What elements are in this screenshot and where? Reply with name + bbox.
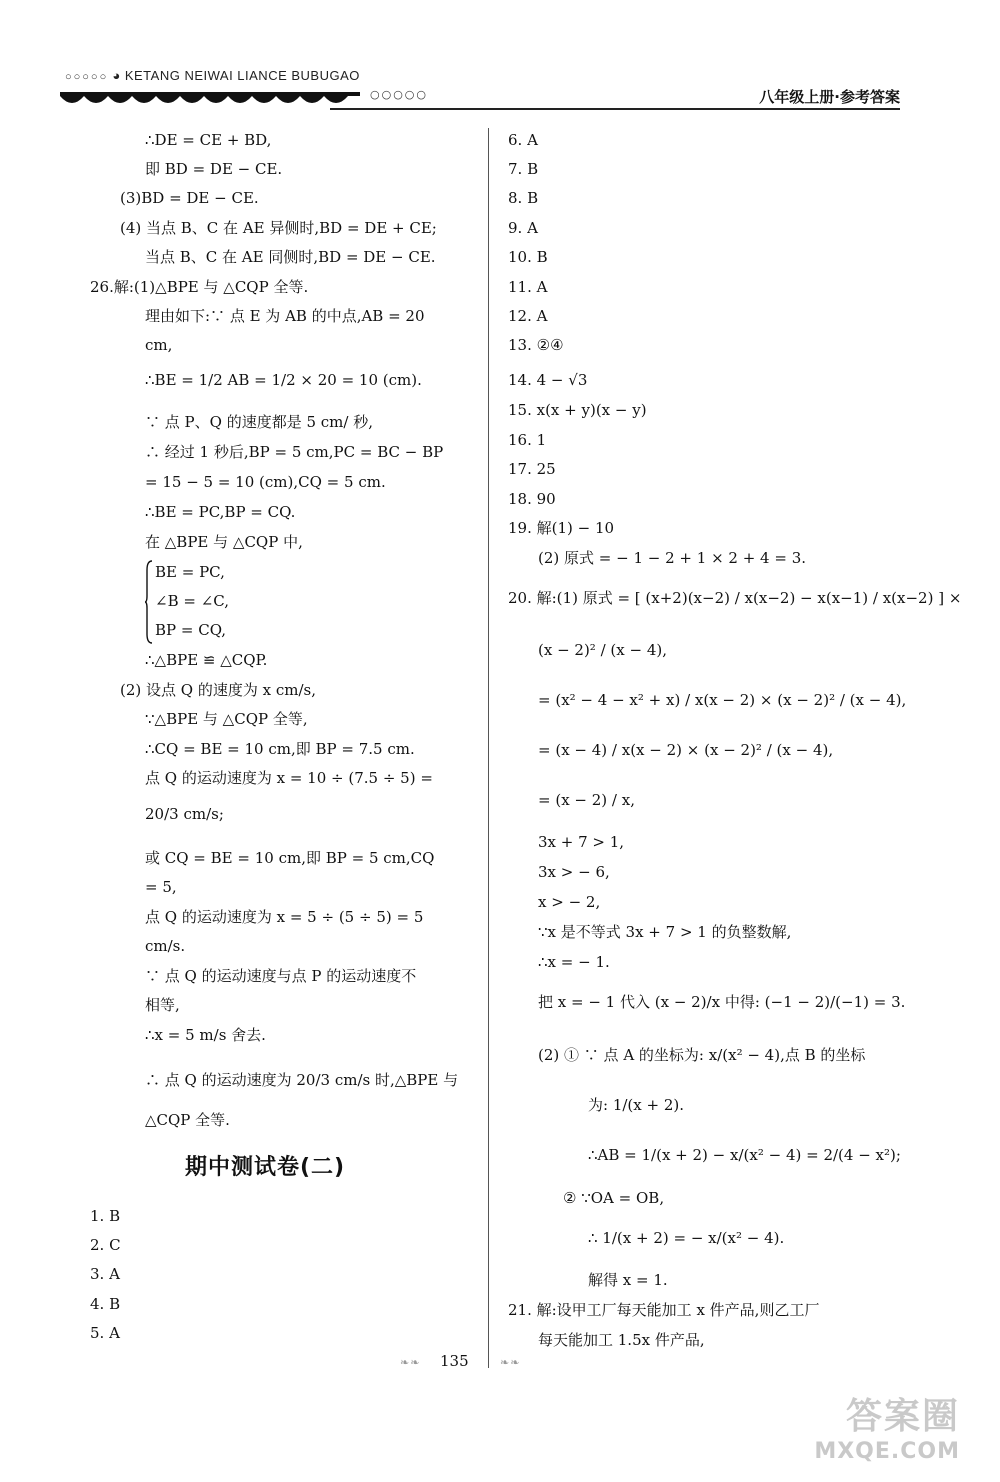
text-line: 点 Q 的运动速度为 x = 5 ÷ (5 ÷ 5) = 5 (145, 908, 424, 926)
text-line: (4) 当点 B、C 在 AE 异侧时,BD = DE + CE; (120, 219, 437, 237)
answer-line: 解得 x = 1. (588, 1271, 668, 1289)
answer-line: 18. 90 (508, 490, 556, 508)
text-line: = 5, (145, 878, 177, 896)
answer-line: ∴ 1/(x + 2) = − x/(x² − 4). (588, 1229, 785, 1247)
answer-line: (2) ① ∵ 点 A 的坐标为: x/(x² − 4),点 B 的坐标 (538, 1046, 866, 1064)
page-number: 135 (440, 1352, 469, 1370)
text-line: ∵△BPE 与 △CQP 全等, (145, 710, 308, 728)
header-dots-left: ○○○○○ (65, 71, 109, 83)
text-line: 点 Q 的运动速度为 x = 10 ÷ (7.5 ÷ 5) = (145, 769, 433, 787)
question-26: 26.解:(1)△BPE 与 △CQP 全等. (90, 278, 309, 296)
answer-line: 17. 25 (508, 460, 556, 478)
watermark-line1: 答案圈 (845, 1396, 960, 1437)
text-line: 在 △BPE 与 △CQP 中, (145, 533, 303, 551)
text-line: ∴CQ = BE = 10 cm,即 BP = 7.5 cm. (145, 740, 415, 758)
answer-line: 8. B (508, 189, 539, 207)
text-line: 相等, (145, 996, 180, 1014)
answer-line: 6. A (508, 131, 538, 149)
text-line: cm, (145, 336, 173, 354)
answer-line: 16. 1 (508, 431, 547, 449)
series-title (65, 68, 360, 83)
text-line: (2) 设点 Q 的速度为 x cm/s, (120, 681, 316, 699)
answer-line: 为: 1/(x + 2). (588, 1096, 684, 1114)
text-line: ∴x = 5 m/s 舍去. (145, 1026, 266, 1044)
column-divider (488, 128, 489, 1368)
text-line: ∵ 点 P、Q 的速度都是 5 cm/ 秒, (145, 413, 373, 431)
answer-line: 11. A (508, 278, 548, 296)
header-rule (330, 108, 900, 110)
answer-line: = (x² − 4 − x² + x) / x(x − 2) × (x − 2)² / (x − 4), (538, 691, 907, 709)
section-title: 期中测试卷(二) (185, 1155, 346, 1180)
answer-line: 15. x(x + y)(x − y) (508, 401, 647, 419)
text-line: = 15 − 5 = 10 (cm),CQ = 5 cm. (145, 473, 386, 491)
answer-line: ② ∵OA = OB, (563, 1189, 665, 1207)
text-line: ∴ 经过 1 秒后,BP = 5 cm,PC = BC − BP (145, 443, 444, 461)
text-line: ∵ 点 Q 的运动速度与点 P 的运动速度不 (145, 967, 417, 985)
answer-line: 10. B (508, 248, 548, 266)
answer-line: 9. A (508, 219, 538, 237)
text-line: 或 CQ = BE = 10 cm,即 BP = 5 cm,CQ (145, 849, 435, 867)
text-line: BP = CQ, (155, 621, 227, 639)
text-line: ∴BE = PC,BP = CQ. (145, 503, 296, 521)
grade-label: 八年级上册·参考答案 (759, 88, 900, 106)
mc-answer: 2. C (90, 1236, 121, 1254)
page-ornament-left-icon: ❧❧ (400, 1356, 421, 1369)
header-dots-right: ○○○○○ (370, 88, 428, 101)
series-name: KETANG NEIWAI LIANCE BUBUGAO (124, 68, 360, 83)
answer-line: 3x > − 6, (538, 863, 610, 881)
answer-line: = (x − 2) / x, (538, 791, 635, 809)
mc-answer: 5. A (90, 1324, 120, 1342)
page-ornament-right-icon: ❧❧ (500, 1356, 521, 1369)
page-header (60, 68, 900, 113)
text-line: △CQP 全等. (145, 1111, 230, 1129)
text-line: cm/s. (145, 937, 186, 955)
answer-line: 7. B (508, 160, 539, 178)
logo-icon: ◕ (112, 68, 121, 83)
decorative-wave-icon (60, 88, 360, 112)
text-line: BE = PC, (155, 563, 225, 581)
answer-line: x > − 2, (538, 893, 601, 911)
answer-line: 3x + 7 > 1, (538, 833, 625, 851)
answer-line: 13. ②④ (508, 336, 564, 354)
answer-line: ∵x 是不等式 3x + 7 > 1 的负整数解, (538, 923, 792, 941)
answer-line: 21. 解:设甲工厂每天能加工 x 件产品,则乙工厂 (508, 1301, 820, 1319)
mc-answer: 3. A (90, 1265, 120, 1283)
mc-answer: 4. B (90, 1295, 121, 1313)
text-line: 20/3 cm/s; (145, 805, 224, 823)
answer-line: 每天能加工 1.5x 件产品, (538, 1331, 705, 1349)
text-line: ∴DE = CE + BD, (145, 131, 272, 149)
answer-line: ∴AB = 1/(x + 2) − x/(x² − 4) = 2/(4 − x²); (588, 1146, 901, 1164)
watermark (814, 1388, 960, 1464)
text-line: 理由如下:∵ 点 E 为 AB 的中点,AB = 20 (145, 307, 425, 325)
left-brace-icon (145, 560, 153, 644)
mc-answer: 1. B (90, 1207, 121, 1225)
answer-line: ∴x = − 1. (538, 953, 610, 971)
answer-line: 12. A (508, 307, 548, 325)
watermark-line2: MXQE.COM (814, 1439, 960, 1464)
answer-line: = (x − 4) / x(x − 2) × (x − 2)² / (x − 4), (538, 741, 834, 759)
answer-line: 把 x = − 1 代入 (x − 2)/x 中得: (−1 − 2)/(−1) = 3. (538, 993, 906, 1011)
text-line: ∠B = ∠C, (155, 592, 229, 610)
answer-line: 20. 解:(1) 原式 = [ (x+2)(x−2) / x(x−2) − x(x−1) / x(x−2) ] × (508, 589, 962, 607)
right-column (508, 126, 962, 1356)
answer-line: (x − 2)² / (x − 4), (538, 641, 667, 659)
text-line: ∴△BPE ≌ △CQP. (145, 651, 268, 669)
answer-line: 14. 4 − √3 (508, 371, 588, 389)
text-line: 即 BD = DE − CE. (145, 160, 283, 178)
answer-line: (2) 原式 = − 1 − 2 + 1 × 2 + 4 = 3. (538, 549, 807, 567)
text-line: 当点 B、C 在 AE 同侧时,BD = DE − CE. (145, 248, 436, 266)
text-line: ∴ 点 Q 的运动速度为 20/3 cm/s 时,△BPE 与 (145, 1071, 459, 1089)
text-line: ∴BE = 1/2 AB = 1/2 × 20 = 10 (cm). (145, 371, 422, 389)
answer-line: 19. 解(1) − 10 (508, 519, 615, 537)
text-line: (3)BD = DE − CE. (120, 189, 259, 207)
